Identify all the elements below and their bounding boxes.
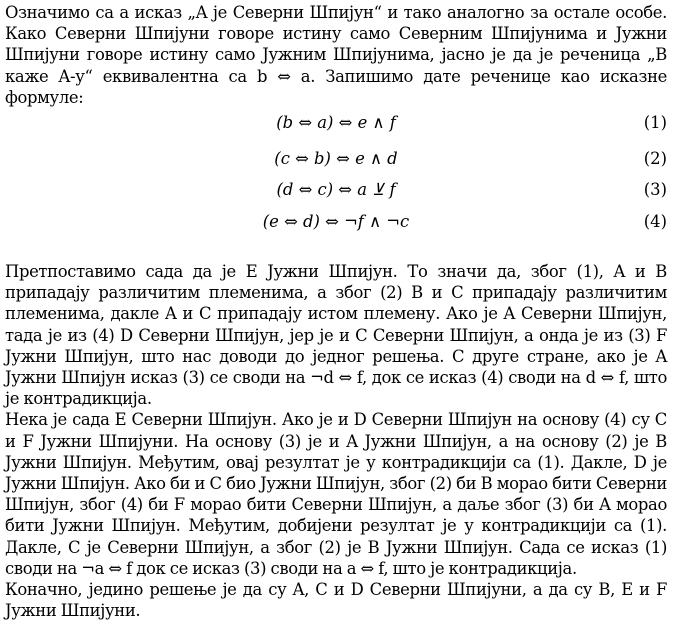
equation-number: (1) <box>643 113 667 133</box>
equation-1 <box>5 112 667 134</box>
equation-formula: (c ⇔ b) ⇔ e ∧ d <box>274 149 398 169</box>
equation-number: (3) <box>643 180 667 200</box>
equation-formula: (e ⇔ d) ⇔ ¬f ∧ ¬c <box>262 212 410 232</box>
equation-number: (4) <box>643 212 667 232</box>
equation-block <box>5 108 667 261</box>
document-page <box>5 2 667 621</box>
equation-formula: (d ⇔ c) ⇔ a ⊻ f <box>276 180 396 200</box>
equation-number: (2) <box>643 149 667 169</box>
equation-3 <box>5 179 667 201</box>
equation-2 <box>5 148 667 170</box>
conclusion-paragraph: Коначно, једино решење је да су A, C и D Северни Шпијуни, а да су B, E и F Јужни Шпијуни. <box>5 580 667 621</box>
paragraph-e-north: Нека је сада E Северни Шпијун. Ако је и D Северни Шпијун на основу (4) су C и F Јужни Шпијуни. На основу (3) је и A Јужни Шпијун, а на основу (2) је B Јужни Шпијун. Међутим, овај резултат је у контрадикцији са (1). Дакле, D је Јужни Шпијун. Ако би и C био Јужни Шпијун, због (2) би B морао бити Северни Шпијун, због (4) би F морао бити Северни Шпијун, а даље због (3) би A морао бити Јужни Шпијун. Међутим, добијени резултат је у контрадикцији са (1). Дакле, C је Северни Шпијун, а због (2) је B Јужни Шпијун. Сада се исказ (1) своди на ¬a ⇔ f док се исказ (3) своди на a ⇔ f, што је контрадикција. <box>5 410 667 578</box>
equation-formula: (b ⇔ a) ⇔ e ∧ f <box>276 113 396 133</box>
intro-paragraph: Означимо са a исказ „A је Северни Шпијун“ и тако аналогно за остале особе. Како Северни Шпијуни говоре истину само Северним Шпијунима и Јужни Шпијуни говоре истину само Јужним Шпијунима, јасно је да је реченица „B каже A-у“ еквивалентна са b ⇔ a. Запишимо дате реченице као исказне формуле: <box>5 3 667 107</box>
paragraph-e-south: Претпоставимо сада да је E Јужни Шпијун. То значи да, због (1), A и B припадају различитим племенима, а због (2) B и C припадају различитим племенима, дакле A и C припадају истом племену. Ако је A Северни Шпијун, тада је из (4) D Северни Шпијун, јер је и C Северни Шпијун, а онда је из (3) F Јужни Шпијун, што нас доводи до једног решења. С друге стране, ако је A Јужни Шпијун исказ (3) се своди на ¬d ⇔ f, док се исказ (4) своди на d ⇔ f, што је контрадикција. <box>5 262 667 409</box>
equation-4 <box>5 211 667 233</box>
